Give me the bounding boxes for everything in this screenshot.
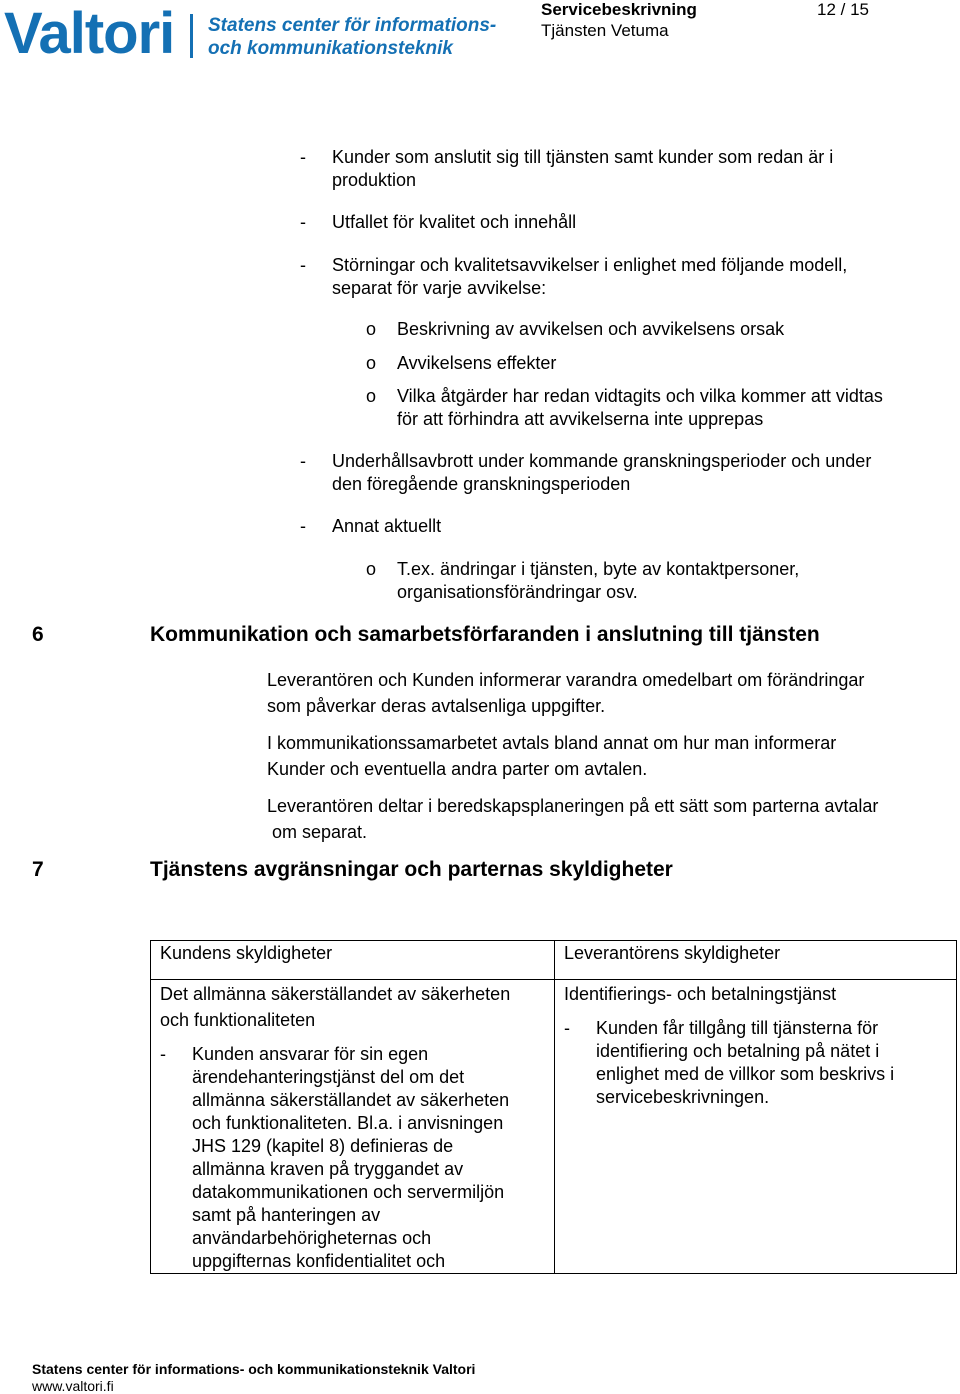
supplier-cell-title: Identifierings- och betalningstjänst [564, 984, 837, 1004]
cell-line: enlighet med de villkor som beskrivs i [596, 1064, 895, 1084]
supplier-obligations-cell [555, 980, 957, 1274]
list-item-disturbances [332, 254, 847, 300]
sub-bullet: o [366, 559, 377, 579]
list-dash: - [300, 212, 306, 232]
customer-obligations-cell [151, 980, 555, 1274]
customer-obligation-item [160, 1043, 545, 1273]
list-item-line: Kunder som anslutit sig till tjänsten samt kunder som redan är i [332, 147, 834, 167]
logo-subtitle [208, 14, 496, 60]
cell-line: samt på hanteringen av [192, 1205, 381, 1225]
footer-organization: Statens center för informations- och kommunikationsteknik Valtori [32, 1361, 476, 1377]
list-item-line: produktion [332, 170, 417, 190]
paragraph-line: Kunder och eventuella andra parter om avtalen. [267, 759, 648, 779]
list-item-line: T.ex. ändringar i tjänsten, byte av kontaktpersoner, [397, 559, 800, 579]
list-item-quality: Utfallet för kvalitet och innehåll [332, 212, 577, 232]
sub-item-description: Beskrivning av avvikelsen och avvikelsens orsak [397, 319, 785, 339]
cell-line: användarbehörigheternas och [192, 1228, 432, 1248]
list-dash: - [300, 147, 306, 167]
paragraph-line: som påverkar deras avtalsenliga uppgifter. [267, 696, 606, 716]
list-item-line: Underhållsavbrott under kommande granskningsperioder och under [332, 451, 872, 471]
document-title: Servicebeskrivning [541, 0, 697, 19]
cell-line: JHS 129 (kapitel 8) definieras de [192, 1136, 454, 1156]
list-item-line: för att förhindra att avvikelserna inte upprepas [397, 409, 764, 429]
cell-line: och funktionaliteten. Bl.a. i anvisningen [192, 1113, 504, 1133]
cell-line: uppgifternas konfidentialitet och [192, 1251, 446, 1271]
list-dash: - [300, 451, 306, 471]
paragraph-line: Leverantören och Kunden informerar varandra omedelbart om förändringar [267, 670, 865, 690]
cell-line: Kunden får tillgång till tjänsterna för [596, 1018, 879, 1038]
sub-bullet: o [366, 353, 377, 373]
table-header-row [151, 941, 957, 980]
list-dash: - [160, 1044, 166, 1064]
header-customer-obligations: Kundens skyldigheter [151, 941, 555, 980]
logo-subtitle-line-1: Statens center för informations- [208, 15, 497, 36]
cell-title-line: och funktionaliteten [160, 1010, 316, 1030]
list-item-line: den föregående granskningsperioden [332, 474, 631, 494]
section-6-paragraph-3 [267, 793, 878, 845]
valtori-logo: Valtori [4, 1, 175, 66]
list-item-line: organisationsförändringar osv. [397, 582, 638, 602]
list-item-line: Vilka åtgärder har redan vidtagits och vilka kommer att vidtas [397, 386, 883, 406]
logo-subtitle-line-2: och kommunikationsteknik [208, 38, 453, 59]
cell-line: allmänna kraven på tryggandet av [192, 1159, 464, 1179]
cell-line: identifiering och betalning på nätet i [596, 1041, 880, 1061]
list-item-other: Annat aktuellt [332, 516, 442, 536]
list-dash: - [300, 255, 306, 275]
list-dash: - [300, 516, 306, 536]
sub-item-effects: Avvikelsens effekter [397, 353, 557, 373]
section-7-number: 7 [32, 858, 44, 881]
list-item-customers [332, 146, 833, 192]
list-item-line: Störningar och kvalitetsavvikelser i enlighet med följande modell, [332, 255, 848, 275]
section-6-number: 6 [32, 623, 44, 646]
list-dash: - [564, 1018, 570, 1038]
table-row [151, 980, 957, 1274]
cell-title-line: Det allmänna säkerställandet av säkerheten [160, 984, 511, 1004]
logo-divider [190, 14, 193, 58]
section-6-paragraph-1 [267, 667, 864, 719]
paragraph-line: Leverantören deltar i beredskapsplaneringen på ett sätt som parterna avtalar [267, 796, 879, 816]
section-6-heading: Kommunikation och samarbetsförfaranden i anslutning till tjänsten [150, 623, 820, 646]
cell-line: allmänna säkerställandet av säkerheten [192, 1090, 510, 1110]
list-item-maintenance [332, 450, 871, 496]
header-supplier-obligations: Leverantörens skyldigheter [555, 941, 957, 980]
section-6-paragraph-2 [267, 730, 836, 782]
customer-obligation-text [192, 1043, 509, 1273]
customer-cell-title [160, 981, 545, 1033]
page-number: 12 / 15 [817, 0, 869, 19]
paragraph-line: om separat. [272, 822, 368, 842]
footer-website[interactable]: www.valtori.fi [32, 1378, 114, 1394]
sub-item-examples [397, 558, 799, 604]
list-item-line: separat för varje avvikelse: [332, 278, 547, 298]
document-subtitle: Tjänsten Vetuma [541, 21, 669, 40]
cell-line: servicebeskrivningen. [596, 1087, 770, 1107]
sub-bullet: o [366, 386, 377, 406]
obligations-table [150, 940, 957, 1274]
sub-item-measures [397, 385, 883, 431]
section-7-heading: Tjänstens avgränsningar och parternas skyldigheter [150, 858, 673, 881]
cell-line: Kunden ansvarar för sin egen [192, 1044, 429, 1064]
cell-line: ärendehanteringstjänst del om det [192, 1067, 465, 1087]
paragraph-line: I kommunikationssamarbetet avtals bland annat om hur man informerar [267, 733, 837, 753]
supplier-obligation-item [564, 1017, 947, 1109]
sub-bullet: o [366, 319, 377, 339]
cell-line: datakommunikationen och servermiljön [192, 1182, 505, 1202]
supplier-obligation-text [596, 1017, 894, 1109]
